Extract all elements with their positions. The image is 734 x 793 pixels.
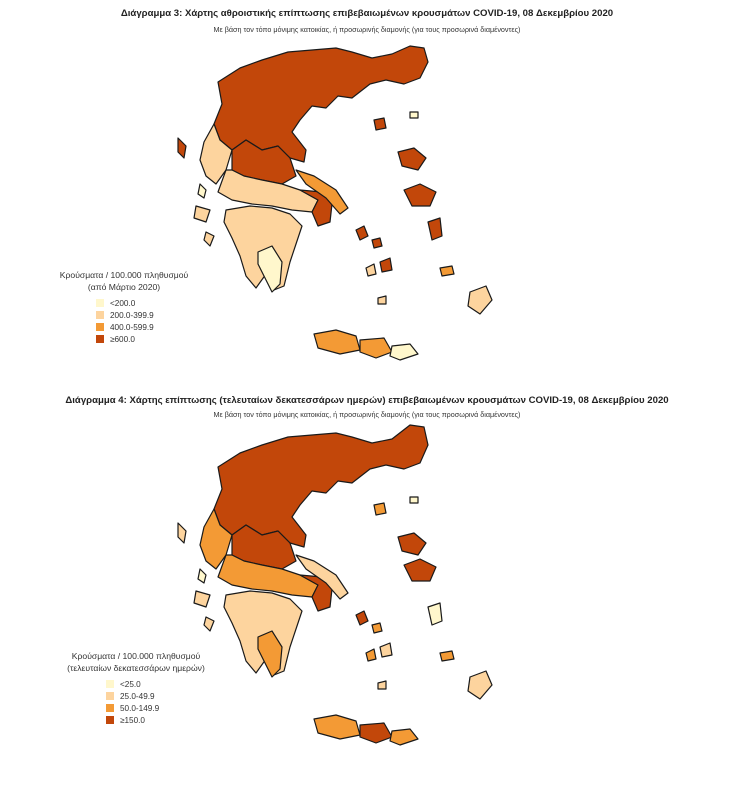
legend-item [106, 678, 236, 690]
legend-swatch [106, 680, 114, 688]
island-samos [440, 266, 454, 276]
legend-label: <200.0 [110, 298, 136, 308]
legend-swatch [96, 323, 104, 331]
island-paros [366, 649, 376, 661]
diagram4-legend-subtitle: (τελευταίων δεκατεσσάρων ημερών) [67, 663, 205, 673]
island-rhodes [468, 286, 492, 314]
legend-label: ≥600.0 [110, 334, 135, 344]
island-samothrace [410, 497, 418, 503]
island-samothrace [410, 112, 418, 118]
island-andros [356, 611, 368, 625]
island-lefkada [198, 184, 206, 198]
island-lesvos [404, 559, 436, 581]
legend-label: 400.0-599.9 [110, 322, 154, 332]
island-kefalonia [194, 206, 210, 222]
legend-item [106, 690, 236, 702]
island-chios [428, 603, 442, 625]
island-rhodes [468, 671, 492, 699]
island-lefkada [198, 569, 206, 583]
diagram3-legend [48, 269, 200, 345]
island-paros [366, 264, 376, 276]
diagram3-subtitle: Με βάση τον τόπο μόνιμης κατοικίας, ή προσωρινής διαμονής (για τους προσωρινά διαμένοντες) [213, 25, 521, 34]
island-andros [356, 226, 368, 240]
legend-swatch [96, 335, 104, 343]
island-crete-west [314, 715, 360, 739]
island-tinos [372, 238, 382, 248]
legend-item [96, 333, 200, 345]
diagram4-legend [36, 650, 236, 726]
legend-item [106, 714, 236, 726]
island-samos [440, 651, 454, 661]
legend-item [96, 309, 200, 321]
region-peloponnese [224, 206, 302, 290]
island-lemnos [398, 533, 426, 555]
legend-item [96, 297, 200, 309]
island-lemnos [398, 148, 426, 170]
diagram4-title: Διάγραμμα 4: Χάρτης επίπτωσης (τελευταίων δεκατεσσάρων ημερών) επιβεβαιωμένων κρουσμάτων COVID-19, 08 Δεκεμβρίου 2020 [65, 395, 669, 406]
diagram3-legend-subtitle: (από Μάρτιο 2020) [87, 282, 161, 292]
island-crete-east [390, 729, 418, 745]
island-thasos [374, 118, 386, 130]
legend-swatch [96, 299, 104, 307]
legend-swatch [96, 311, 104, 319]
legend-label: 50.0-149.9 [120, 703, 160, 713]
legend-item [96, 321, 200, 333]
island-crete-east [390, 344, 418, 360]
island-santorini [378, 296, 386, 304]
island-naxos [380, 643, 392, 657]
island-corfu [178, 523, 186, 543]
legend-swatch [106, 716, 114, 724]
legend-label: 25.0-49.9 [120, 691, 155, 701]
island-chios [428, 218, 442, 240]
legend-swatch [106, 692, 114, 700]
island-crete-central [360, 723, 392, 743]
island-zakynthos [204, 232, 214, 246]
diagram3-title: Διάγραμμα 3: Χάρτης αθροιστικής επίπτωσης επιβεβαιωμένων κρουσμάτων COVID-19, 08 Δεκεμβρίου 2020 [120, 8, 614, 19]
island-thasos [374, 503, 386, 515]
legend-item [106, 702, 236, 714]
diagram3-legend-title: Κρούσματα / 100.000 πληθυσμού [59, 270, 189, 280]
island-santorini [378, 681, 386, 689]
legend-label: <25.0 [120, 679, 141, 689]
island-lesvos [404, 184, 436, 206]
diagram4-legend-title: Κρούσματα / 100.000 πληθυσμού [71, 651, 201, 661]
legend-label: 200.0-399.9 [110, 310, 154, 320]
legend-label: ≥150.0 [120, 715, 145, 725]
island-tinos [372, 623, 382, 633]
island-corfu [178, 138, 186, 158]
island-kefalonia [194, 591, 210, 607]
island-zakynthos [204, 617, 214, 631]
diagram4-subtitle: Με βάση τον τόπο μόνιμης κατοικίας, ή προσωρινής διαμονής (για τους προσωρινά διαμένοντες) [213, 410, 521, 419]
island-crete-west [314, 330, 360, 354]
island-naxos [380, 258, 392, 272]
legend-swatch [106, 704, 114, 712]
island-crete-central [360, 338, 392, 358]
